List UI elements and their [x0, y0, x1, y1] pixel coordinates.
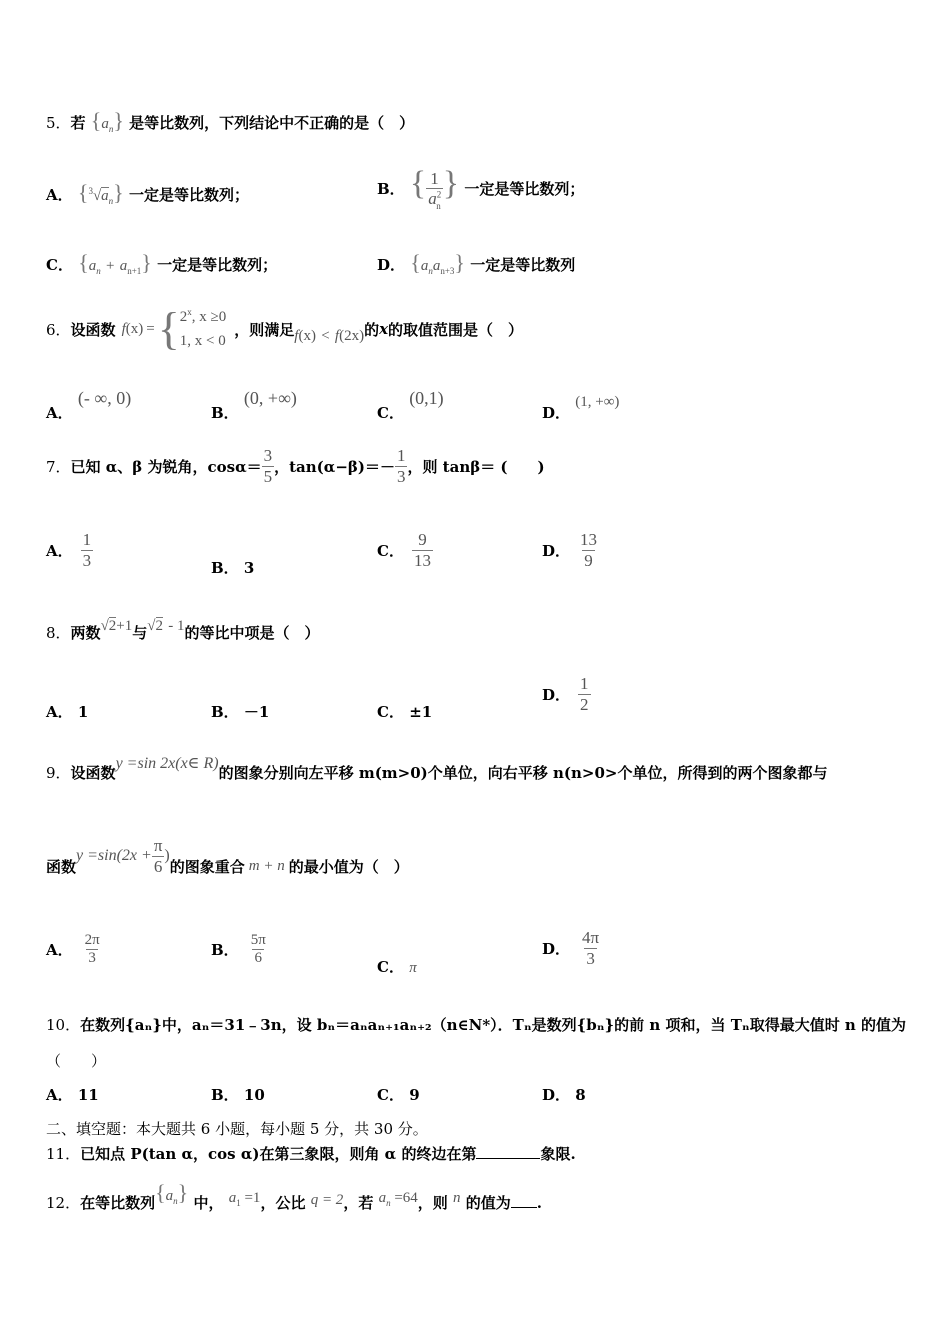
answer-blank[interactable] [476, 1158, 540, 1159]
q10-option-b[interactable]: B． 10 [211, 1086, 265, 1104]
question-number: 9． [46, 764, 71, 782]
question-12: 12．在等比数列$\{a_n\}$ 中， $a_1 =1$，公比 q = 2，若 $a_n =64$，则 n 的值为 . [46, 1180, 543, 1212]
question-10-line-2: （ ） [46, 1052, 107, 1070]
question-8: 8．两数√2+1与√2 - 1的等比中项是（ ） [46, 618, 320, 642]
answer-blank[interactable] [511, 1207, 537, 1208]
q7-option-d[interactable]: D． $\frac{13}{9}$ [542, 530, 598, 570]
q6-option-c[interactable]: C． (0,1) [377, 388, 444, 422]
question-6: 6． 设函数 f (x) = { 2$^x$, x ≥0 1, x < 0 ，则满足 f(x) < f(2x) 的 x 的取值范围是（ ） [46, 303, 524, 354]
q7-option-c[interactable]: C． $\frac{9}{13}$ [377, 530, 431, 570]
q6-option-b[interactable]: B． (0, +∞) [211, 388, 297, 422]
q9-option-a[interactable]: A． $\frac{2\pi}{3}$ [46, 932, 100, 967]
q5-option-b[interactable]: B． { $\frac{1}{a^2_n}$ } 一定是等比数列； [377, 165, 585, 211]
question-9-line-2: 函数 y =sin(2x + $\frac{\pi}{6}$ ) 的图象重合 m + n 的最小值为（ ） [46, 836, 409, 876]
q5-option-c[interactable]: C． $\{a_n + a_{n+1}\}$ 一定是等比数列； [46, 250, 278, 276]
question-number: 7． [46, 457, 71, 476]
q8-option-c[interactable]: C． ±1 [377, 703, 433, 721]
q6-option-a[interactable]: A． (- ∞, 0) [46, 388, 132, 422]
q8-option-a[interactable]: A． 1 [46, 703, 89, 721]
question-9: 9．设函数y =sin 2x(x∈ R)的图象分别向左平移 m(m>0)个单位，向右平移 n(n>0>个单位，所得到的两个图象都与 [46, 755, 828, 782]
q6-option-d[interactable]: D． (1, +∞) [542, 394, 620, 422]
q5-option-a[interactable]: A． $\{^3√a_n\}$ 一定是等比数列； [46, 180, 249, 206]
question-5: 5．若 $\{a_n\}$ 是等比数列，下列结论中不正确的是（ ） [46, 108, 415, 134]
q9-option-b[interactable]: B． $\frac{5\pi}{6}$ [211, 932, 266, 967]
question-number: 12． [46, 1194, 81, 1212]
q7-option-b[interactable]: B． 3 [211, 559, 255, 577]
question-number: 5． [46, 114, 71, 132]
question-11: 11．已知点 P(tan α，cos α)在第三象限，则角 α 的终边在第 象限. [46, 1145, 576, 1163]
q10-option-d[interactable]: D． 8 [542, 1086, 586, 1104]
q8-option-b[interactable]: B． －1 [211, 703, 270, 721]
q10-option-c[interactable]: C． 9 [377, 1086, 420, 1104]
question-number: 10． [46, 1016, 81, 1034]
q7-option-a[interactable]: A． $\frac{1}{3}$ [46, 530, 92, 570]
question-10: 10．在数列{aₙ}中，aₙ＝31﹣3n，设 bₙ＝aₙaₙ₊₁aₙ₊₂（n∈N*）．Tₙ是数列{bₙ}的前 n 项和，当 Tₙ取得最大值时 n 的值为 [46, 1016, 907, 1034]
section-heading: 二、填空题：本大题共 6 小题，每小题 5 分，共 30 分。 [46, 1120, 428, 1138]
q10-option-a[interactable]: A． 11 [46, 1086, 99, 1104]
q9-option-c[interactable]: C． π [377, 958, 417, 976]
question-number: 6． [46, 320, 71, 339]
question-number: 11． [46, 1145, 81, 1163]
q5-option-d[interactable]: D． $\{a_na_{n+3}\}$ 一定是等比数列 [377, 250, 576, 276]
question-7: 7． 已知 α、β 为锐角，cosα＝ $\frac{3}{5}$ ，tan(α−β)＝－ $\frac{1}{3}$ ，则 tanβ＝ ( ) [46, 446, 545, 486]
q9-option-d[interactable]: D． $\frac{4\pi}{3}$ [542, 928, 600, 968]
q8-option-d[interactable]: D． $\frac{1}{2}$ [542, 674, 589, 714]
question-number: 8． [46, 624, 71, 642]
